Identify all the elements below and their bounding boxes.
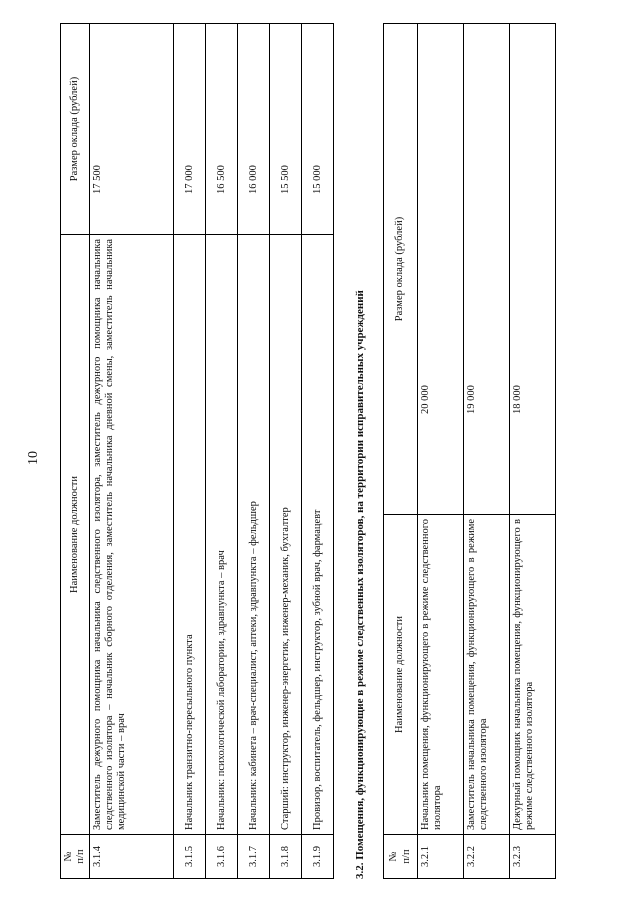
header-no: № п/п [384, 835, 418, 879]
position-name: Заместитель дежурного помощника начальника следственного изолятора, заместитель дежурного помощника начальника следственного изолятора – начальник сборного отделения, заместитель начальника дневной смены, заместитель начальника медицинской части – врач [90, 235, 174, 835]
row-number: 3.2.3 [510, 835, 556, 879]
position-name: Начальник транзитно-пересыльного пункта [174, 235, 206, 835]
table-header-row [61, 24, 90, 879]
table-row [510, 24, 556, 879]
table-row [238, 24, 270, 879]
row-number: 3.2.1 [418, 835, 464, 879]
position-name: Заместитель начальника помещения, функционирующего в режиме следственного изолятора [464, 515, 510, 835]
table-row [418, 24, 464, 879]
section-title: 3.2. Помещения, функционирующие в режиме следственных изоляторов, на территории исправительных учреждений [354, 290, 366, 879]
salary-value: 20 000 [418, 24, 464, 515]
salary-table-3-1 [60, 23, 334, 879]
row-number: 3.1.5 [174, 835, 206, 879]
row-number: 3.2.2 [464, 835, 510, 879]
row-number: 3.1.7 [238, 835, 270, 879]
table-row [90, 24, 174, 879]
position-name: Дежурный помощник начальника помещения, функционирующего в режиме следственного изолятора [510, 515, 556, 835]
salary-value: 16 500 [206, 24, 238, 235]
header-no: № п/п [61, 835, 90, 879]
salary-value: 19 000 [464, 24, 510, 515]
header-position: Наименование должности [61, 235, 90, 835]
row-number: 3.1.8 [270, 835, 302, 879]
header-salary: Размер оклада (рублей) [384, 24, 418, 515]
salary-value: 15 000 [302, 24, 334, 235]
table-row [174, 24, 206, 879]
row-number: 3.1.9 [302, 835, 334, 879]
position-name: Начальник: кабинета – врач-специалист, аптеки, здравпункта – фельдшер [238, 235, 270, 835]
salary-table-3-2 [383, 23, 556, 879]
table-row [464, 24, 510, 879]
salary-value: 15 500 [270, 24, 302, 235]
page-number: 10 [26, 451, 41, 465]
header-salary: Размер оклада (рублей) [61, 24, 90, 235]
row-number: 3.1.4 [90, 835, 174, 879]
salary-value: 18 000 [510, 24, 556, 515]
salary-value: 16 000 [238, 24, 270, 235]
position-name: Начальник помещения, функционирующего в режиме следственного изолятора [418, 515, 464, 835]
position-name: Старший: инструктор, инженер-энергетик, инженер-механик, бухгалтер [270, 235, 302, 835]
table-row [302, 24, 334, 879]
table-row [206, 24, 238, 879]
header-position: Наименование должности [384, 515, 418, 835]
table-header-row [384, 24, 418, 879]
position-name: Начальник: психологической лаборатории, здравпункта – врач [206, 235, 238, 835]
salary-value: 17 000 [174, 24, 206, 235]
salary-value: 17 500 [90, 24, 174, 235]
table-row [270, 24, 302, 879]
position-name: Провизор, воспитатель, фельдшер, инструктор, зубной врач, фармацевт [302, 235, 334, 835]
row-number: 3.1.6 [206, 835, 238, 879]
